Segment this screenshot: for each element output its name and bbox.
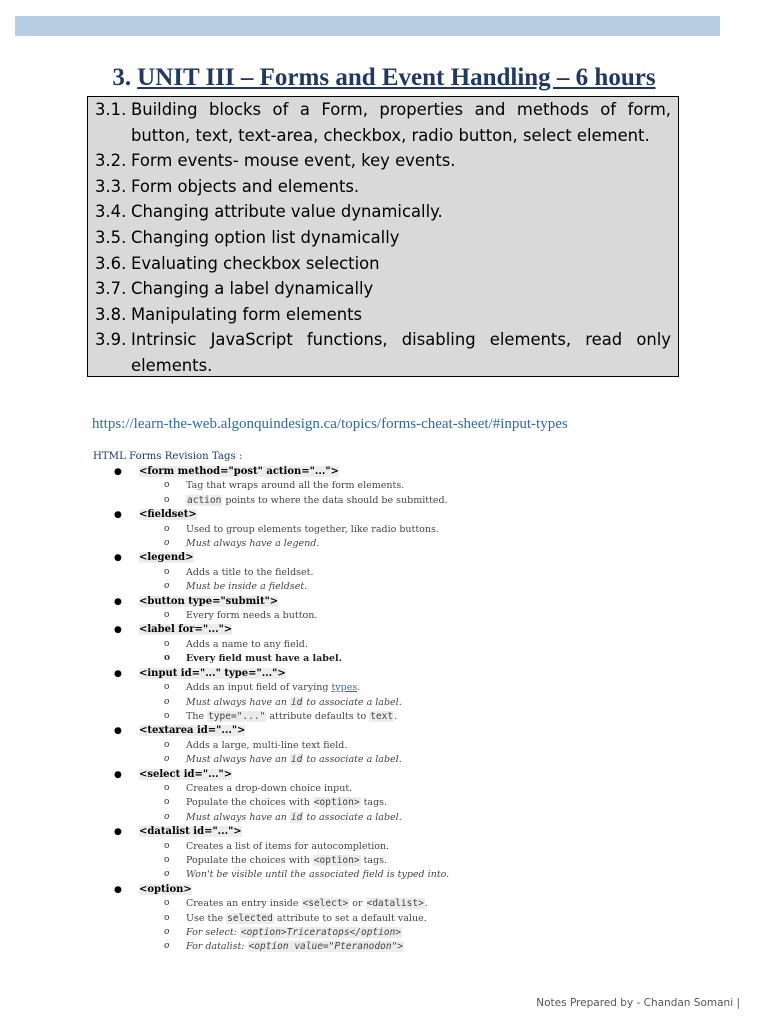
tag-item [114, 768, 674, 782]
sub-bullet-icon: o [164, 480, 170, 491]
tag-note [114, 494, 674, 508]
note-text: tags. [360, 797, 388, 809]
bullet-icon: ● [114, 884, 122, 895]
topic-text: Building blocks of a Form, properties and methods of form, [131, 100, 671, 119]
code-snippet: id [290, 754, 303, 766]
tag-item [114, 623, 674, 637]
code-snippet: <select> [302, 898, 349, 910]
topic-number: 3.9. [95, 330, 127, 350]
tag-item [114, 825, 674, 839]
note-text: tags. [360, 854, 388, 866]
topic-number: 3.6. [95, 253, 127, 273]
note-text: Adds a large, multi-line text field. [186, 739, 348, 751]
tag-name: <select id="..."> [139, 768, 233, 780]
bullet-icon: ● [114, 553, 122, 564]
sub-bullet-icon: o [164, 869, 170, 880]
tag-note [114, 782, 674, 796]
topic-item [95, 123, 671, 149]
note-text: Adds a title to the fieldset. [186, 566, 314, 578]
code-snippet: <option> [313, 797, 360, 809]
note-text: For select: [186, 927, 240, 938]
note-text: . [357, 682, 361, 694]
topic-item [95, 225, 671, 251]
topic-item [95, 97, 671, 123]
bullet-icon: ● [114, 625, 122, 636]
header-band [15, 16, 720, 36]
sub-bullet-icon: o [164, 696, 170, 707]
code-snippet: <datalist> [366, 898, 424, 910]
note-text: For datalist: [186, 941, 248, 953]
bullet-icon: ● [114, 668, 122, 679]
tag-note [114, 868, 674, 882]
tag-note [114, 796, 674, 810]
tag-item [114, 465, 674, 479]
tag-note [114, 696, 674, 710]
types-link[interactable]: types [331, 682, 358, 694]
tag-item [114, 667, 674, 681]
tag-name: <label for="..."> [139, 624, 233, 636]
bullet-icon: ● [114, 726, 122, 737]
tag-item [114, 724, 674, 738]
topic-text: Intrinsic JavaScript functions, disabling elements, read only [131, 330, 671, 350]
sub-bullet-icon: o [164, 710, 170, 721]
sub-bullet-icon: o [164, 739, 170, 750]
note-text: Must always have a legend. [186, 538, 320, 550]
tag-note [114, 840, 674, 854]
unit-number: 3. [112, 64, 132, 91]
sub-bullet-icon: o [164, 797, 170, 808]
sub-bullet-icon: o [164, 653, 171, 664]
topic-item [95, 251, 671, 277]
topic-number: 3.2. [95, 151, 127, 171]
tag-name: <legend> [139, 552, 194, 564]
tag-note [114, 897, 674, 911]
topic-text: button, text, text-area, checkbox, radio button, select element. [131, 125, 650, 145]
topic-text: elements. [131, 355, 213, 375]
note-text: Must always have an [186, 696, 290, 708]
tag-note [114, 479, 674, 493]
note-text: Every field must have a label. [186, 653, 342, 665]
code-snippet: type="..." [208, 710, 266, 722]
topic-text: Changing a label dynamically [131, 279, 374, 299]
note-text: Won't be visible until the associated field is typed into. [186, 869, 450, 881]
tag-note [114, 638, 674, 652]
note-text: attribute defaults to [266, 710, 370, 722]
tag-note [114, 854, 674, 868]
tag-name: <textarea id="..."> [139, 725, 246, 737]
sub-bullet-icon: o [164, 581, 170, 592]
topic-item [95, 148, 671, 174]
note-text: Populate the choices with [186, 797, 313, 809]
sub-bullet-icon: o [164, 912, 170, 923]
note-text: Populate the choices with [186, 854, 313, 866]
topic-text: Changing attribute value dynamically. [131, 202, 443, 222]
code-snippet: action [187, 494, 222, 506]
sub-bullet-icon: o [164, 811, 170, 822]
topic-number: 3.8. [95, 304, 127, 324]
note-text: Must always have an [186, 754, 290, 766]
sub-bullet-icon: o [164, 754, 170, 765]
topic-number: 3.3. [95, 176, 127, 196]
note-text: Creates an entry inside [186, 898, 302, 910]
note-text: or [349, 898, 366, 910]
note-text: The [186, 710, 208, 722]
note-text: . [394, 710, 398, 722]
code-snippet: <option>Triceratops</option> [240, 927, 402, 938]
tag-list [114, 465, 674, 955]
note-text: . [424, 898, 428, 910]
note-text: Tag that wraps around all the form elements. [186, 480, 405, 492]
tag-note [114, 537, 674, 551]
sub-bullet-icon: o [164, 840, 170, 851]
topic-item [95, 174, 671, 200]
tag-note [114, 609, 674, 623]
code-snippet: id [290, 696, 303, 708]
note-text: points to where the data should be submitted. [222, 494, 448, 506]
tag-note [114, 753, 674, 767]
tag-name: <form method="post" action="..."> [139, 466, 339, 477]
tag-name: <option> [139, 883, 192, 895]
topic-item [95, 327, 671, 353]
topic-item [95, 199, 671, 225]
tag-note [114, 566, 674, 580]
tag-note [114, 652, 674, 666]
topic-text: Form objects and elements. [131, 176, 360, 196]
revision-heading: HTML Forms Revision Tags : [93, 451, 243, 462]
code-snippet: <option value="Pteranodon"> [248, 941, 404, 953]
topic-text: Changing option list dynamically [131, 227, 400, 247]
bullet-icon: ● [114, 827, 122, 838]
topic-number [95, 123, 131, 149]
tag-name: <button type="submit"> [139, 595, 279, 607]
tag-name: <input id="..." type="..."> [139, 667, 286, 679]
tag-note [114, 523, 674, 537]
sub-bullet-icon: o [164, 941, 170, 952]
note-text: Adds an input field of varying [186, 682, 332, 694]
bullet-icon: ● [114, 596, 122, 607]
topic-item [95, 353, 671, 379]
sub-bullet-icon: o [164, 782, 170, 793]
tag-note [114, 739, 674, 753]
tag-note [114, 811, 674, 825]
topic-item [95, 276, 671, 302]
sub-bullet-icon: o [164, 610, 170, 621]
sub-bullet-icon: o [164, 494, 170, 505]
topics-box [87, 96, 679, 377]
note-text: Creates a drop-down choice input. [186, 782, 353, 794]
topic-text: Manipulating form elements [131, 304, 363, 324]
note-text: Must be inside a fieldset. [186, 581, 308, 593]
sub-bullet-icon: o [164, 927, 170, 937]
sub-bullet-icon: o [164, 898, 170, 909]
cheat-sheet-link[interactable]: https://learn-the-web.algonquindesign.ca/topics/forms-cheat-sheet/#input-types [92, 416, 568, 432]
sub-bullet-icon: o [164, 638, 170, 649]
topic-number: 3.1. [95, 100, 127, 119]
bullet-icon: ● [114, 510, 122, 521]
sub-bullet-icon: o [164, 566, 170, 577]
tag-name: <datalist id="..."> [139, 826, 242, 838]
note-text: to associate a label. [303, 754, 402, 766]
tag-item [114, 883, 674, 897]
code-snippet: <option> [313, 854, 360, 866]
topic-item [95, 302, 671, 328]
tag-note [114, 940, 674, 954]
note-text: Creates a list of items for autocompletion. [186, 840, 390, 852]
note-text: to associate a label. [303, 696, 402, 708]
note-text: Used to group elements together, like radio buttons. [186, 523, 439, 535]
topic-number: 3.7. [95, 279, 127, 299]
bullet-icon: ● [114, 769, 122, 780]
code-snippet: id [290, 811, 303, 823]
note-text: to associate a label. [303, 811, 402, 823]
topic-text: Evaluating checkbox selection [131, 253, 380, 273]
tag-item [114, 595, 674, 609]
bullet-icon: ● [114, 467, 122, 477]
sub-bullet-icon: o [164, 682, 170, 693]
topic-number: 3.4. [95, 202, 127, 222]
tag-name: <fieldset> [139, 509, 197, 521]
tag-note [114, 710, 674, 724]
footer-note: Notes Prepared by - Chandan Somani | [536, 997, 740, 1009]
code-snippet: selected [227, 912, 273, 924]
note-text: attribute to set a default value. [273, 912, 427, 924]
topic-number [95, 353, 131, 379]
topic-text: Form events- mouse event, key events. [131, 151, 456, 171]
sub-bullet-icon: o [164, 538, 170, 549]
unit-title [0, 64, 768, 92]
note-text: Must always have an [186, 811, 290, 823]
tag-note [114, 926, 674, 940]
topic-number: 3.5. [95, 227, 127, 247]
note-text: Adds a name to any field. [186, 638, 308, 650]
note-text: Every form needs a button. [186, 610, 318, 622]
tag-note [114, 681, 674, 695]
tag-note [114, 912, 674, 926]
code-snippet: text [370, 710, 394, 722]
note-text: Use the [186, 912, 227, 924]
tag-item [114, 551, 674, 565]
sub-bullet-icon: o [164, 854, 170, 865]
tag-note [114, 580, 674, 594]
sub-bullet-icon: o [164, 523, 170, 534]
unit-title-text: UNIT III – Forms and Event Handling – 6 hours [137, 64, 656, 91]
tag-item [114, 508, 674, 522]
